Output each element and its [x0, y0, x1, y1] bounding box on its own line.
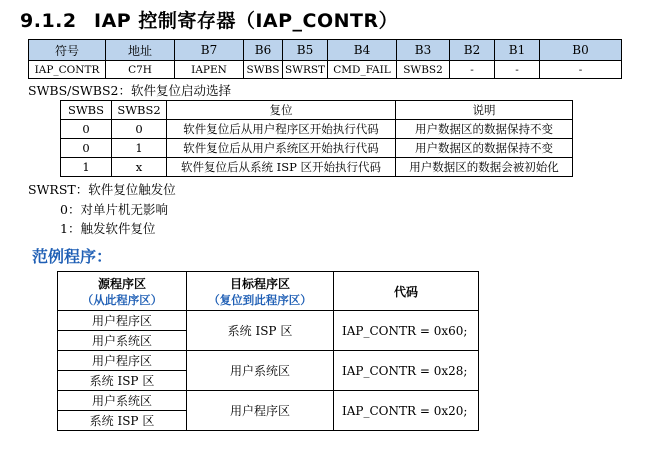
register-cell: IAP_CONTR — [29, 61, 106, 79]
swbs-cell: 用户数据区的数据会被初始化 — [396, 158, 573, 177]
swrst-item: 1：触发软件复位 — [60, 221, 156, 236]
source-cell: 系统 ISP 区 — [58, 411, 187, 431]
register-header-cell: 符号 — [29, 40, 106, 61]
source-header — [58, 272, 187, 311]
swbs-header-cell: SWBS — [61, 101, 112, 120]
register-cell: SWRST — [283, 61, 328, 79]
source-cell: 系统 ISP 区 — [58, 371, 187, 391]
swrst-caption: SWRST：软件复位触发位 — [28, 182, 176, 197]
section-number: 9.1.2 — [20, 10, 77, 32]
swbs-cell: 1 — [112, 139, 167, 158]
register-header-cell: 地址 — [106, 40, 175, 61]
register-header-cell: B4 — [328, 40, 397, 61]
swbs-cell: 软件复位后从系统 ISP 区开始执行代码 — [167, 158, 396, 177]
code-header: 代码 — [334, 272, 479, 311]
register-cell: - — [495, 61, 540, 79]
source-header-label: 源程序区 — [97, 276, 146, 291]
register-row — [29, 61, 622, 79]
example-title: 范例程序： — [32, 247, 113, 266]
target-cell: 系统 ISP 区 — [187, 311, 334, 351]
register-header-cell: B5 — [283, 40, 328, 61]
swbs-header-cell: 复位 — [167, 101, 396, 120]
swbs-caption: SWBS/SWBS2：软件复位启动选择 — [28, 83, 231, 98]
swrst-item: 0：对单片机无影响 — [60, 202, 168, 217]
code-cell: IAP_CONTR = 0x20; — [334, 391, 479, 431]
swbs-cell: x — [112, 158, 167, 177]
register-header-cell: B1 — [495, 40, 540, 61]
source-cell: 用户系统区 — [58, 391, 187, 411]
register-cell: CMD_FAIL — [328, 61, 397, 79]
swbs-cell: 用户数据区的数据保持不变 — [396, 139, 573, 158]
section-title: IAP 控制寄存器（IAP_CONTR） — [94, 10, 399, 32]
swbs-cell: 0 — [112, 120, 167, 139]
example-row — [58, 391, 479, 411]
swbs-cell: 1 — [61, 158, 112, 177]
swbs-cell: 0 — [61, 139, 112, 158]
section-heading — [20, 6, 398, 33]
register-header-cell: B3 — [397, 40, 450, 61]
example-header-row — [58, 272, 479, 311]
register-cell: C7H — [106, 61, 175, 79]
register-cell: - — [450, 61, 495, 79]
source-header-sub: （从此程序区） — [81, 292, 163, 307]
example-row — [58, 311, 479, 331]
target-header — [187, 272, 334, 311]
example-row — [58, 351, 479, 371]
swbs-header-cell: 说明 — [396, 101, 573, 120]
register-header-cell: B7 — [175, 40, 244, 61]
swbs-cell: 0 — [61, 120, 112, 139]
source-cell: 用户程序区 — [58, 311, 187, 331]
code-cell: IAP_CONTR = 0x60; — [334, 311, 479, 351]
register-cell: IAPEN — [175, 61, 244, 79]
swbs-table — [60, 100, 573, 177]
code-cell: IAP_CONTR = 0x28; — [334, 351, 479, 391]
target-cell: 用户程序区 — [187, 391, 334, 431]
target-header-label: 目标程序区 — [229, 276, 290, 291]
example-table — [57, 271, 479, 431]
swbs-header-row — [61, 101, 573, 120]
register-header-cell: B6 — [244, 40, 283, 61]
register-header-cell: B2 — [450, 40, 495, 61]
swbs-header-cell: SWBS2 — [112, 101, 167, 120]
register-header-row — [29, 40, 622, 61]
swbs-cell: 软件复位后从用户程序区开始执行代码 — [167, 120, 396, 139]
register-table — [28, 39, 622, 79]
swbs-row — [61, 139, 573, 158]
register-cell: SWBS — [244, 61, 283, 79]
source-cell: 用户程序区 — [58, 351, 187, 371]
register-header-cell: B0 — [540, 40, 622, 61]
register-cell: SWBS2 — [397, 61, 450, 79]
source-cell: 用户系统区 — [58, 331, 187, 351]
swbs-row — [61, 158, 573, 177]
swbs-cell: 软件复位后从用户系统区开始执行代码 — [167, 139, 396, 158]
swbs-row — [61, 120, 573, 139]
target-cell: 用户系统区 — [187, 351, 334, 391]
register-cell: - — [540, 61, 622, 79]
swbs-cell: 用户数据区的数据保持不变 — [396, 120, 573, 139]
target-header-sub: （复位到此程序区） — [208, 292, 312, 307]
